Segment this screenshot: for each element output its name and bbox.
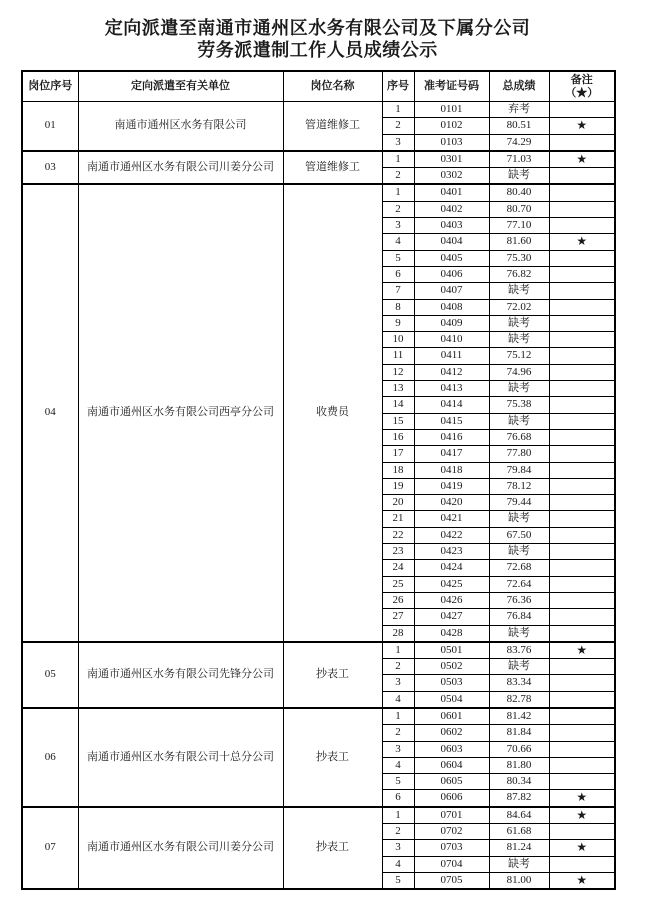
seq-cell: 11 bbox=[382, 348, 414, 364]
ticket-cell: 0302 bbox=[414, 168, 489, 185]
score-cell: 81.60 bbox=[489, 234, 549, 250]
seq-cell: 22 bbox=[382, 527, 414, 543]
post-name-cell: 管道维修工 bbox=[283, 151, 382, 185]
post-number-cell: 07 bbox=[22, 807, 78, 889]
unit-cell: 南通市通州区水务有限公司川姜分公司 bbox=[78, 151, 283, 185]
unit-cell: 南通市通州区水务有限公司西亭分公司 bbox=[78, 184, 283, 641]
remark-cell bbox=[549, 462, 615, 478]
ticket-cell: 0424 bbox=[414, 560, 489, 576]
remark-cell bbox=[549, 429, 615, 445]
post-number-cell: 03 bbox=[22, 151, 78, 185]
remark-cell bbox=[549, 675, 615, 691]
score-cell: 72.68 bbox=[489, 560, 549, 576]
ticket-cell: 0503 bbox=[414, 675, 489, 691]
remark-cell bbox=[549, 446, 615, 462]
seq-cell: 4 bbox=[382, 757, 414, 773]
remark-cell bbox=[549, 168, 615, 185]
score-cell: 80.34 bbox=[489, 774, 549, 790]
table-row bbox=[22, 184, 615, 201]
score-cell: 75.12 bbox=[489, 348, 549, 364]
seq-cell: 5 bbox=[382, 872, 414, 889]
ticket-cell: 0406 bbox=[414, 266, 489, 282]
ticket-cell: 0705 bbox=[414, 872, 489, 889]
score-cell: 76.82 bbox=[489, 266, 549, 282]
header-remark-line1: 备注 bbox=[570, 73, 593, 86]
score-cell: 81.84 bbox=[489, 725, 549, 741]
page-title-line1: 定向派遣至南通市通州区水务有限公司及下属分公司 bbox=[104, 18, 531, 38]
ticket-cell: 0428 bbox=[414, 625, 489, 642]
seq-cell: 19 bbox=[382, 478, 414, 494]
score-cell: 72.64 bbox=[489, 576, 549, 592]
page-title bbox=[21, 17, 614, 61]
ticket-cell: 0701 bbox=[414, 807, 489, 824]
seq-cell: 26 bbox=[382, 592, 414, 608]
score-cell: 缺考 bbox=[489, 332, 549, 348]
ticket-cell: 0409 bbox=[414, 315, 489, 331]
post-name-cell: 管道维修工 bbox=[283, 102, 382, 151]
ticket-cell: 0401 bbox=[414, 184, 489, 201]
remark-cell: ★ bbox=[549, 151, 615, 168]
ticket-cell: 0416 bbox=[414, 429, 489, 445]
score-cell: 缺考 bbox=[489, 381, 549, 397]
ticket-cell: 0410 bbox=[414, 332, 489, 348]
seq-cell: 4 bbox=[382, 856, 414, 872]
seq-cell: 2 bbox=[382, 824, 414, 840]
ticket-cell: 0603 bbox=[414, 741, 489, 757]
seq-cell: 23 bbox=[382, 544, 414, 560]
score-cell: 77.80 bbox=[489, 446, 549, 462]
score-cell: 79.44 bbox=[489, 495, 549, 511]
ticket-cell: 0412 bbox=[414, 364, 489, 380]
ticket-cell: 0404 bbox=[414, 234, 489, 250]
header-seq: 序号 bbox=[382, 71, 414, 102]
table-row bbox=[22, 151, 615, 168]
ticket-cell: 0703 bbox=[414, 840, 489, 856]
seq-cell: 1 bbox=[382, 807, 414, 824]
ticket-cell: 0504 bbox=[414, 691, 489, 708]
ticket-cell: 0413 bbox=[414, 381, 489, 397]
remark-cell: ★ bbox=[549, 840, 615, 856]
header-remark bbox=[549, 71, 615, 102]
ticket-cell: 0702 bbox=[414, 824, 489, 840]
ticket-cell: 0402 bbox=[414, 201, 489, 217]
remark-cell bbox=[549, 332, 615, 348]
score-cell: 78.12 bbox=[489, 478, 549, 494]
post-number-cell: 05 bbox=[22, 642, 78, 708]
seq-cell: 12 bbox=[382, 364, 414, 380]
ticket-cell: 0427 bbox=[414, 609, 489, 625]
seq-cell: 3 bbox=[382, 134, 414, 151]
ticket-cell: 0411 bbox=[414, 348, 489, 364]
score-cell: 76.68 bbox=[489, 429, 549, 445]
seq-cell: 3 bbox=[382, 675, 414, 691]
score-cell: 79.84 bbox=[489, 462, 549, 478]
ticket-cell: 0423 bbox=[414, 544, 489, 560]
seq-cell: 27 bbox=[382, 609, 414, 625]
post-name-cell: 收费员 bbox=[283, 184, 382, 641]
seq-cell: 28 bbox=[382, 625, 414, 642]
remark-cell bbox=[549, 495, 615, 511]
remark-cell bbox=[549, 757, 615, 773]
score-cell: 缺考 bbox=[489, 659, 549, 675]
remark-cell bbox=[549, 381, 615, 397]
score-cell: 76.84 bbox=[489, 609, 549, 625]
score-table-body bbox=[22, 102, 615, 890]
score-cell: 缺考 bbox=[489, 315, 549, 331]
ticket-cell: 0425 bbox=[414, 576, 489, 592]
remark-cell bbox=[549, 134, 615, 151]
score-cell: 80.70 bbox=[489, 201, 549, 217]
ticket-cell: 0403 bbox=[414, 218, 489, 234]
score-cell: 72.02 bbox=[489, 299, 549, 315]
remark-cell bbox=[549, 824, 615, 840]
ticket-cell: 0602 bbox=[414, 725, 489, 741]
remark-cell bbox=[549, 725, 615, 741]
seq-cell: 3 bbox=[382, 840, 414, 856]
score-cell: 83.76 bbox=[489, 642, 549, 659]
remark-cell bbox=[549, 741, 615, 757]
remark-cell bbox=[549, 250, 615, 266]
score-cell: 74.29 bbox=[489, 134, 549, 151]
remark-cell bbox=[549, 315, 615, 331]
header-post-number: 岗位序号 bbox=[22, 71, 78, 102]
remark-cell bbox=[549, 218, 615, 234]
remark-cell bbox=[549, 691, 615, 708]
unit-cell: 南通市通州区水务有限公司先锋分公司 bbox=[78, 642, 283, 708]
remark-cell bbox=[549, 856, 615, 872]
remark-cell bbox=[549, 560, 615, 576]
score-cell: 81.80 bbox=[489, 757, 549, 773]
post-name-cell: 抄表工 bbox=[283, 708, 382, 807]
score-cell: 81.24 bbox=[489, 840, 549, 856]
score-cell: 83.34 bbox=[489, 675, 549, 691]
seq-cell: 2 bbox=[382, 168, 414, 185]
remark-cell bbox=[549, 201, 615, 217]
remark-cell: ★ bbox=[549, 807, 615, 824]
remark-cell bbox=[549, 527, 615, 543]
seq-cell: 7 bbox=[382, 283, 414, 299]
ticket-cell: 0101 bbox=[414, 102, 489, 118]
remark-cell bbox=[549, 659, 615, 675]
remark-cell bbox=[549, 413, 615, 429]
remark-cell bbox=[549, 774, 615, 790]
ticket-cell: 0419 bbox=[414, 478, 489, 494]
score-table bbox=[21, 70, 616, 890]
score-cell: 缺考 bbox=[489, 168, 549, 185]
ticket-cell: 0421 bbox=[414, 511, 489, 527]
seq-cell: 18 bbox=[382, 462, 414, 478]
remark-cell bbox=[549, 478, 615, 494]
unit-cell: 南通市通州区水务有限公司 bbox=[78, 102, 283, 151]
score-cell: 67.50 bbox=[489, 527, 549, 543]
ticket-cell: 0704 bbox=[414, 856, 489, 872]
ticket-cell: 0417 bbox=[414, 446, 489, 462]
score-cell: 74.96 bbox=[489, 364, 549, 380]
seq-cell: 6 bbox=[382, 266, 414, 282]
remark-cell bbox=[549, 364, 615, 380]
ticket-cell: 0301 bbox=[414, 151, 489, 168]
remark-cell bbox=[549, 544, 615, 560]
seq-cell: 2 bbox=[382, 659, 414, 675]
score-cell: 61.68 bbox=[489, 824, 549, 840]
seq-cell: 10 bbox=[382, 332, 414, 348]
seq-cell: 2 bbox=[382, 725, 414, 741]
remark-cell bbox=[549, 576, 615, 592]
remark-cell bbox=[549, 266, 615, 282]
score-cell: 80.51 bbox=[489, 118, 549, 134]
seq-cell: 4 bbox=[382, 234, 414, 250]
score-cell: 84.64 bbox=[489, 807, 549, 824]
unit-cell: 南通市通州区水务有限公司川姜分公司 bbox=[78, 807, 283, 889]
ticket-cell: 0102 bbox=[414, 118, 489, 134]
ticket-cell: 0408 bbox=[414, 299, 489, 315]
seq-cell: 9 bbox=[382, 315, 414, 331]
table-row bbox=[22, 708, 615, 725]
seq-cell: 6 bbox=[382, 790, 414, 807]
remark-cell bbox=[549, 299, 615, 315]
seq-cell: 2 bbox=[382, 201, 414, 217]
score-cell: 80.40 bbox=[489, 184, 549, 201]
score-cell: 87.82 bbox=[489, 790, 549, 807]
ticket-cell: 0418 bbox=[414, 462, 489, 478]
score-cell: 81.42 bbox=[489, 708, 549, 725]
remark-cell: ★ bbox=[549, 234, 615, 250]
header-ticket-number: 准考证号码 bbox=[414, 71, 489, 102]
seq-cell: 25 bbox=[382, 576, 414, 592]
ticket-cell: 0605 bbox=[414, 774, 489, 790]
score-cell: 71.03 bbox=[489, 151, 549, 168]
remark-cell bbox=[549, 511, 615, 527]
score-cell: 缺考 bbox=[489, 544, 549, 560]
score-cell: 缺考 bbox=[489, 625, 549, 642]
score-cell: 75.38 bbox=[489, 397, 549, 413]
seq-cell: 1 bbox=[382, 151, 414, 168]
score-cell: 缺考 bbox=[489, 413, 549, 429]
ticket-cell: 0604 bbox=[414, 757, 489, 773]
seq-cell: 20 bbox=[382, 495, 414, 511]
header-row bbox=[22, 71, 615, 102]
table-row bbox=[22, 102, 615, 118]
remark-cell bbox=[549, 592, 615, 608]
post-number-cell: 04 bbox=[22, 184, 78, 641]
ticket-cell: 0407 bbox=[414, 283, 489, 299]
seq-cell: 1 bbox=[382, 102, 414, 118]
ticket-cell: 0501 bbox=[414, 642, 489, 659]
remark-cell: ★ bbox=[549, 642, 615, 659]
score-cell: 缺考 bbox=[489, 283, 549, 299]
header-total-score: 总成绩 bbox=[489, 71, 549, 102]
post-name-cell: 抄表工 bbox=[283, 807, 382, 889]
seq-cell: 14 bbox=[382, 397, 414, 413]
remark-cell bbox=[549, 348, 615, 364]
score-cell: 82.78 bbox=[489, 691, 549, 708]
ticket-cell: 0420 bbox=[414, 495, 489, 511]
page-title-line2: 劳务派遣制工作人员成绩公示 bbox=[197, 40, 438, 60]
remark-cell: ★ bbox=[549, 790, 615, 807]
remark-cell bbox=[549, 102, 615, 118]
remark-cell bbox=[549, 609, 615, 625]
remark-cell: ★ bbox=[549, 118, 615, 134]
remark-cell: ★ bbox=[549, 872, 615, 889]
seq-cell: 5 bbox=[382, 250, 414, 266]
seq-cell: 3 bbox=[382, 218, 414, 234]
seq-cell: 2 bbox=[382, 118, 414, 134]
seq-cell: 4 bbox=[382, 691, 414, 708]
ticket-cell: 0426 bbox=[414, 592, 489, 608]
seq-cell: 1 bbox=[382, 184, 414, 201]
seq-cell: 8 bbox=[382, 299, 414, 315]
remark-cell bbox=[549, 397, 615, 413]
unit-cell: 南通市通州区水务有限公司十总分公司 bbox=[78, 708, 283, 807]
ticket-cell: 0606 bbox=[414, 790, 489, 807]
score-cell: 77.10 bbox=[489, 218, 549, 234]
remark-cell bbox=[549, 184, 615, 201]
ticket-cell: 0601 bbox=[414, 708, 489, 725]
seq-cell: 16 bbox=[382, 429, 414, 445]
score-cell: 70.66 bbox=[489, 741, 549, 757]
ticket-cell: 0414 bbox=[414, 397, 489, 413]
post-number-cell: 06 bbox=[22, 708, 78, 807]
seq-cell: 21 bbox=[382, 511, 414, 527]
ticket-cell: 0103 bbox=[414, 134, 489, 151]
header-remark-line2: （★） bbox=[565, 86, 599, 99]
seq-cell: 1 bbox=[382, 708, 414, 725]
seq-cell: 24 bbox=[382, 560, 414, 576]
score-cell: 75.30 bbox=[489, 250, 549, 266]
seq-cell: 15 bbox=[382, 413, 414, 429]
header-post-name: 岗位名称 bbox=[283, 71, 382, 102]
remark-cell bbox=[549, 283, 615, 299]
ticket-cell: 0422 bbox=[414, 527, 489, 543]
seq-cell: 13 bbox=[382, 381, 414, 397]
table-row bbox=[22, 807, 615, 824]
score-cell: 76.36 bbox=[489, 592, 549, 608]
remark-cell bbox=[549, 625, 615, 642]
ticket-cell: 0415 bbox=[414, 413, 489, 429]
remark-cell bbox=[549, 708, 615, 725]
score-cell: 缺考 bbox=[489, 856, 549, 872]
header-unit: 定向派遣至有关单位 bbox=[78, 71, 283, 102]
post-number-cell: 01 bbox=[22, 102, 78, 151]
post-name-cell: 抄表工 bbox=[283, 642, 382, 708]
score-cell: 弃考 bbox=[489, 102, 549, 118]
ticket-cell: 0502 bbox=[414, 659, 489, 675]
score-cell: 81.00 bbox=[489, 872, 549, 889]
ticket-cell: 0405 bbox=[414, 250, 489, 266]
seq-cell: 5 bbox=[382, 774, 414, 790]
seq-cell: 3 bbox=[382, 741, 414, 757]
seq-cell: 17 bbox=[382, 446, 414, 462]
seq-cell: 1 bbox=[382, 642, 414, 659]
table-row bbox=[22, 642, 615, 659]
score-cell: 缺考 bbox=[489, 511, 549, 527]
